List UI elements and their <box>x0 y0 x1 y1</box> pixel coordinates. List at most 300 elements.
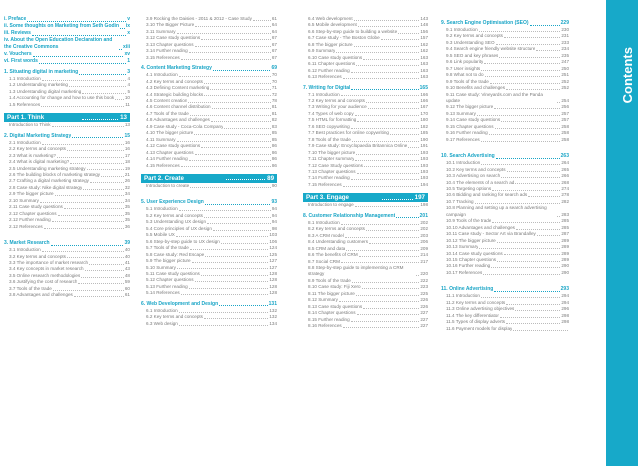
toc-entry-title: 3.5 Online research methodologies <box>9 272 81 278</box>
toc-chapter-heading[interactable] <box>441 286 569 293</box>
toc-entry-title: 10.5 Targeting options <box>446 185 492 191</box>
toc-page-number: 163 <box>420 54 428 60</box>
toc-page-number: 132 <box>269 307 277 313</box>
toc-page-number: 81 <box>271 110 277 116</box>
toc-entry-title: 8.16 References <box>308 323 342 329</box>
dot-leader <box>477 115 560 116</box>
toc-entry-title: ii. Some thoughts on Marketing from Seth Godin <box>4 23 119 29</box>
toc-entry-title: 7.9 Case study: Encyclopaedia Britannica Online <box>308 143 408 149</box>
toc-page-number: 191 <box>420 143 428 149</box>
toc-entry-title: 1.3 Understanding digital marketing <box>9 88 82 94</box>
toc-entry-title: 5.14 References <box>146 290 180 296</box>
toc-page-number: 222 <box>420 277 428 283</box>
toc-entry-title: 8.8 Step-by-step guide to implementing a CRM strategy <box>308 264 404 277</box>
toc-entry-title: 7.8 Tools of the trade <box>308 136 351 142</box>
toc-page-number: 18 <box>124 159 130 165</box>
dot-leader <box>355 160 419 161</box>
toc-entry[interactable] <box>4 102 130 108</box>
dot-leader <box>528 196 560 197</box>
toc-part-banner[interactable] <box>141 174 277 183</box>
toc-page-number: 294 <box>561 293 569 299</box>
dot-leader <box>356 295 420 296</box>
toc-entry-title: 3.1 Introduction <box>9 247 41 253</box>
dot-leader <box>181 294 269 295</box>
dot-leader <box>382 193 413 200</box>
toc-page-number: 90 <box>271 182 277 188</box>
toc-page-number: 157 <box>420 35 428 41</box>
toc-page-number: 231 <box>561 33 569 39</box>
toc-page-number: 197 <box>414 194 425 202</box>
toc-page-number: 128 <box>269 290 277 296</box>
dot-leader <box>483 274 560 275</box>
dot-leader <box>205 204 271 205</box>
toc-chapter-heading[interactable] <box>303 85 428 92</box>
dot-leader <box>181 166 271 167</box>
toc-entry-title: 3.2 Key terms and concepts <box>9 253 66 259</box>
toc-entry-title: 11.4 The key differentiator <box>446 312 499 318</box>
dot-leader <box>51 245 124 246</box>
toc-page-number: 162 <box>420 41 428 47</box>
dot-leader <box>39 63 126 64</box>
toc-entry-title: 7.1 Introduction <box>308 91 340 97</box>
toc-page-number: 4 <box>127 82 130 88</box>
dot-leader <box>221 243 269 244</box>
toc-page-number: 289 <box>561 244 569 250</box>
toc-page-number: 67 <box>271 41 277 47</box>
toc-page-number: 290 <box>561 269 569 275</box>
toc-entry-title: 5.7 Tools of the trade <box>146 245 189 251</box>
toc-entry-title: 10.12 The bigger picture <box>446 237 496 243</box>
toc-page-number: 252 <box>561 78 569 84</box>
toc-chapter-heading[interactable] <box>4 30 130 37</box>
contents-sidebar <box>606 0 638 466</box>
dot-leader <box>72 137 123 138</box>
toc-entry[interactable] <box>141 55 277 61</box>
section-spacer <box>441 143 569 149</box>
dot-leader <box>41 106 124 107</box>
dot-leader <box>69 86 126 87</box>
toc-entry-title: 9.13 Summary <box>446 110 476 116</box>
toc-page-number: 85 <box>271 136 277 142</box>
dot-leader <box>390 134 419 135</box>
toc-page-number: 229 <box>560 20 569 26</box>
toc-page-number: 252 <box>561 85 569 91</box>
dot-leader <box>212 108 271 109</box>
dot-leader <box>416 275 419 276</box>
toc-page-number: 60 <box>124 285 130 291</box>
toc-part-banner[interactable] <box>303 193 428 202</box>
dot-leader <box>210 89 271 90</box>
dot-leader <box>177 141 271 142</box>
toc-entry-title: 5.3 Understanding UX design <box>146 219 207 225</box>
dot-leader <box>494 108 560 109</box>
dot-leader <box>352 282 420 283</box>
toc-page-number: 81 <box>271 104 277 110</box>
toc-entry-title: 6.8 The bigger picture <box>308 41 353 47</box>
toc-page-number: 61 <box>124 292 130 298</box>
toc-part-banner[interactable] <box>4 113 130 122</box>
toc-page-number: xv <box>124 51 130 57</box>
dot-leader <box>179 312 269 313</box>
toc-page-number: 268 <box>561 179 569 185</box>
toc-entry-title: 3.7 Tools of the trade <box>9 285 52 291</box>
toc-chapter-heading[interactable] <box>4 37 130 51</box>
toc-page-number: ix <box>125 23 130 29</box>
toc-page-number: 41 <box>124 259 130 265</box>
dot-leader <box>201 275 269 276</box>
dot-leader <box>78 283 123 284</box>
toc-entry-title: 10.1 Introduction <box>446 160 481 166</box>
dot-leader <box>366 230 419 231</box>
dot-leader <box>42 80 127 81</box>
toc-entry-title: 3.4 Key concepts in market research <box>9 266 84 272</box>
toc-page-number: 226 <box>420 297 428 303</box>
toc-page-number: 43 <box>124 266 130 272</box>
dot-leader <box>204 318 268 319</box>
dot-leader <box>354 46 420 47</box>
dot-leader <box>504 37 560 38</box>
dot-leader <box>190 249 269 250</box>
toc-page-number: 170 <box>420 110 428 116</box>
toc-page-number: 94 <box>271 206 277 212</box>
dot-leader <box>64 208 124 209</box>
toc-page-number: 225 <box>420 290 428 296</box>
toc-entry-title: 4.4 Strategic building blocks <box>146 91 204 97</box>
dot-leader <box>343 78 420 79</box>
toc-entry-title: 2.12 References <box>9 223 43 229</box>
section-spacer <box>4 230 130 236</box>
toc-entry-title: 2.10 Summary <box>9 197 39 203</box>
toc-page-number: 256 <box>561 104 569 110</box>
toc-chapter-heading[interactable] <box>141 65 277 72</box>
toc-entry-title: 9.3 Understanding SEO <box>446 39 495 45</box>
toc-page-number: 86 <box>271 143 277 149</box>
toc-page-number: 201 <box>419 212 428 219</box>
dot-leader <box>515 310 560 311</box>
dot-leader <box>101 176 124 177</box>
dot-leader <box>194 134 271 135</box>
toc-chapter-heading[interactable] <box>303 213 428 220</box>
dot-leader <box>363 308 419 309</box>
toc-entry-title: 8.1 Introduction <box>308 219 340 225</box>
toc-page-number: 69 <box>271 65 277 72</box>
toc-page-number: 5 <box>127 88 130 94</box>
toc-entry[interactable] <box>303 323 428 329</box>
dot-leader <box>120 28 125 29</box>
toc-entry-title: 9.2 Key terms and concepts <box>446 33 503 39</box>
toc-entry-title: 10. Search Advertising <box>441 153 495 160</box>
toc-chapter-heading[interactable] <box>141 301 277 308</box>
toc-entry-title: 7. Writing for Digital <box>303 84 351 91</box>
toc-page-number: 67 <box>271 54 277 60</box>
toc-column-2 <box>141 16 277 327</box>
toc-entry-title: 6. Web Development and Design <box>141 300 219 307</box>
dot-leader <box>351 179 420 180</box>
toc-entry-title: 10.8 Planning and setting up a search advertising campaign <box>446 205 547 217</box>
toc-entry-title: 8.9 Tools of the trade <box>308 277 351 283</box>
dot-leader <box>181 59 271 60</box>
dot-leader <box>201 39 271 40</box>
toc-entry[interactable] <box>141 321 277 327</box>
toc-page-number: 156 <box>420 28 428 34</box>
dot-leader <box>492 222 560 223</box>
toc-entry[interactable] <box>4 122 130 128</box>
dot-leader <box>356 154 419 155</box>
toc-page-number: 220 <box>420 271 428 277</box>
toc-entry-title: 10.14 Case study questions <box>446 250 503 256</box>
toc-entry-title: 8.5 CRM and data <box>308 245 346 251</box>
toc-page-number: 40 <box>124 247 130 253</box>
toc-entry-title: 3.14 Further reading <box>146 48 188 54</box>
dot-leader <box>475 203 561 204</box>
toc-page-number: 3 <box>127 69 130 75</box>
toc-entry-title: 8.11 The bigger picture <box>308 290 355 296</box>
toc-entry[interactable] <box>303 202 428 208</box>
toc-entry-title: 10.11 Case study - Sector Art via Brandalley <box>446 231 536 237</box>
dot-leader <box>176 236 268 237</box>
toc-page-number: 11 <box>125 101 130 107</box>
dot-leader <box>351 128 420 129</box>
toc-page-number: 124 <box>269 245 277 251</box>
toc-entry-title: 4.11 Summary <box>146 136 176 142</box>
toc-entry-title: 8.14 Chapter questions <box>308 310 356 316</box>
toc-page-number: 162 <box>420 48 428 54</box>
toc-entry[interactable] <box>141 163 277 169</box>
dot-leader <box>479 248 560 249</box>
toc-entry[interactable] <box>441 205 569 218</box>
toc-page-number: 93 <box>271 199 277 206</box>
toc-entry-title: 3.9 Rocking the Daisies - 2011 & 2012 - Case Study <box>146 16 252 21</box>
dot-leader <box>492 190 560 191</box>
dot-leader <box>530 25 560 26</box>
dot-leader <box>341 262 419 263</box>
dot-leader <box>32 35 126 36</box>
toc-entry[interactable] <box>303 182 428 188</box>
toc-entry-title: 9.17 References <box>446 136 480 142</box>
toc-page-number: 290 <box>561 263 569 269</box>
toc-page-number: 202 <box>420 226 428 232</box>
dot-leader <box>357 173 420 174</box>
toc-chapter-heading[interactable] <box>4 16 130 23</box>
dot-leader <box>192 262 269 263</box>
toc-page-number: 185 <box>420 130 428 136</box>
toc-page-number: x <box>127 30 130 36</box>
toc-entry-title: 5.9 The bigger picture <box>146 258 191 264</box>
toc-entry-title: 9.4 Search engine friendly website structure <box>446 46 536 52</box>
toc-page-number: 67 <box>271 35 277 41</box>
toc-page-number: 226 <box>420 303 428 309</box>
toc-entry-title: 2.12 Further reading <box>9 217 51 223</box>
toc-entry-title: 8.15 Further reading <box>308 316 350 322</box>
toc-page-number: 235 <box>561 52 569 58</box>
toc-page-number: 40 <box>124 253 130 259</box>
dot-leader <box>188 102 271 103</box>
toc-page-number: 257 <box>561 117 569 123</box>
toc-page-number: 148 <box>420 22 428 28</box>
toc-entry-title: 5.4 Core principles of UX design <box>146 225 212 231</box>
toc-page-number: 254 <box>561 97 569 103</box>
toc-entry-title: 10.16 Further reading <box>446 263 491 269</box>
toc-entry-title: 1.5 References <box>9 101 41 107</box>
toc-entry[interactable] <box>441 92 569 105</box>
dot-leader <box>495 128 561 129</box>
toc-entry[interactable] <box>141 290 277 296</box>
dot-leader <box>177 268 268 269</box>
section-spacer <box>141 189 277 195</box>
toc-page-number: 214 <box>420 252 428 258</box>
dot-leader <box>341 224 420 225</box>
toc-entry-title: 7.5 HTML for formatting <box>308 117 357 123</box>
dot-leader <box>42 144 124 145</box>
toc-chapter-heading[interactable] <box>4 69 130 76</box>
toc-entry-title: 9.9 Tools of the trade <box>446 78 489 84</box>
toc-page-number: 4 <box>127 76 130 81</box>
toc-page-number: 125 <box>269 251 277 257</box>
dot-leader <box>213 70 271 71</box>
toc-page-number: 71 <box>271 85 277 91</box>
toc-entry-title: 3.8 Advantages and challenges <box>9 292 73 298</box>
toc-entry-title: 11.6 Payment models for display <box>446 325 513 331</box>
dot-leader <box>67 257 124 258</box>
dot-leader <box>55 195 124 196</box>
toc-chapter-heading[interactable] <box>441 153 569 160</box>
dot-leader <box>557 216 560 217</box>
dot-leader <box>536 50 560 51</box>
toc-entry-title: 4.8 Advantages and challenges <box>146 117 210 123</box>
toc-page-number: 143 <box>420 16 428 21</box>
toc-page-number: 35 <box>124 204 130 210</box>
dot-leader <box>357 121 419 122</box>
dot-leader <box>205 256 268 257</box>
toc-page-number: 234 <box>561 46 569 52</box>
toc-entry-title: vi. First words <box>4 58 38 64</box>
toc-page-number: 78 <box>271 97 277 103</box>
toc-entry-title: 7.15 References <box>308 181 342 187</box>
toc-page-number: 193 <box>420 175 428 181</box>
toc-chapter-heading[interactable] <box>441 20 569 27</box>
toc-entry[interactable] <box>4 292 130 298</box>
toc-page-number: 86 <box>271 149 277 155</box>
toc-page-number: 132 <box>269 314 277 320</box>
toc-page-number: 230 <box>561 27 569 32</box>
toc-entry-title: 8.2 Key terms and concepts <box>308 226 365 232</box>
toc-page-number: 266 <box>561 173 569 179</box>
toc-chapter-heading[interactable] <box>4 51 130 58</box>
toc-entry-title: 6.6 Step-by-step guide to building a website <box>308 28 398 34</box>
toc-page-number: 128 <box>269 270 277 276</box>
dot-leader <box>499 57 560 58</box>
toc-entry-title: 9.7 User insights <box>446 65 481 71</box>
toc-entry-title: 10.2 Key terms and concepts <box>446 166 506 172</box>
toc-entry-title: 2.12 Chapter questions <box>9 210 57 216</box>
dot-leader <box>496 158 560 159</box>
toc-entry-title: 6.2 Key terms and concepts <box>146 314 203 320</box>
toc-chapter-heading[interactable] <box>4 23 130 30</box>
toc-entry-title: 5.2 Key terms and concepts <box>146 212 203 218</box>
toc-page-number: 127 <box>269 258 277 264</box>
dot-leader <box>44 228 124 229</box>
toc-entry-title: 8.13 Case study questions <box>308 303 363 309</box>
toc-entry-title: 10.7 Tracking <box>446 198 474 204</box>
dot-leader <box>491 267 560 268</box>
toc-page-number: 19 <box>124 165 130 171</box>
toc-page-number: 166 <box>420 97 428 103</box>
dot-leader <box>489 134 561 135</box>
dot-leader <box>481 164 560 165</box>
toc-page-number: 298 <box>561 312 569 318</box>
toc-entry-title: 8.7 Social CRM <box>308 258 340 264</box>
dot-leader <box>504 254 561 255</box>
dot-leader <box>82 113 118 120</box>
toc-entry-title: 7.6 SEO copywriting <box>308 123 350 129</box>
toc-page-number: 190 <box>420 136 428 142</box>
dot-leader <box>500 317 560 318</box>
dot-leader <box>207 223 271 224</box>
dot-leader <box>513 330 568 331</box>
toc-page-number: 83 <box>271 123 277 129</box>
toc-entry-title: 6.7 Case study - The Boston Globe <box>308 35 380 41</box>
toc-page-number: 17 <box>124 152 130 158</box>
toc-entry-title: i. Preface <box>4 16 27 22</box>
toc-entry-title: 3.12 Case study questions <box>146 35 201 41</box>
toc-chapter-heading[interactable] <box>4 240 130 247</box>
toc-page-number: 247 <box>561 59 569 65</box>
dot-leader <box>355 206 420 207</box>
toc-entry-title: 4.12 Case study questions <box>146 143 201 149</box>
toc-entry[interactable] <box>303 265 428 278</box>
toc-entry-title: 8.3 A CRM model <box>308 232 344 238</box>
toc-entry[interactable] <box>441 326 569 332</box>
toc-entry-title: 7.4 Types of web copy <box>308 110 354 116</box>
toc-page-number: 131 <box>268 300 277 307</box>
toc-entry-title: 5.6 Step-by-step guide to UX design <box>146 238 220 244</box>
dot-leader <box>496 44 561 45</box>
toc-page-number: 21 <box>124 171 130 177</box>
toc-page-number: 165 <box>419 84 428 91</box>
dot-leader <box>85 270 124 271</box>
toc-entry-title: 7.10 The bigger picture <box>308 149 356 155</box>
toc-page-number: 264 <box>561 160 569 166</box>
toc-entry-title: 4.6 Content channel distribution <box>146 104 211 110</box>
toc-entry-title: 9.14 Case study questions <box>446 117 501 123</box>
toc-column-4 <box>441 16 569 332</box>
dot-leader <box>362 288 420 289</box>
dot-leader <box>557 102 560 103</box>
toc-chapter-heading[interactable] <box>4 133 130 140</box>
toc-entry-title: 10.17 References <box>446 269 483 275</box>
toc-entry-title: 5.8 Case study: Red Escape <box>146 251 205 257</box>
dot-leader <box>74 296 124 297</box>
toc-page-number: 13 <box>124 122 130 128</box>
toc-entry-title: 10.15 Chapter questions <box>446 256 497 262</box>
toc-entry[interactable] <box>303 74 428 80</box>
dot-leader <box>189 160 271 161</box>
dot-leader <box>87 169 124 170</box>
dot-leader <box>494 291 559 292</box>
dot-leader <box>52 221 124 222</box>
toc-entry-title: iii. Reviews <box>4 30 31 36</box>
toc-page-number: 13 <box>120 114 127 122</box>
toc-entry-title: 7.11 Chapter summary <box>308 156 355 162</box>
toc-chapter-heading[interactable] <box>141 199 277 206</box>
toc-entry-title: 11.1 Introduction <box>446 293 480 299</box>
toc-page-number: 193 <box>420 149 428 155</box>
toc-entry-title: 3.13 Chapter questions <box>146 41 194 47</box>
toc-entry-title: 6.3 Web design <box>146 320 178 326</box>
toc-chapter-heading[interactable] <box>4 58 130 65</box>
toc-page-number: 263 <box>560 153 569 160</box>
dot-leader <box>201 147 271 148</box>
